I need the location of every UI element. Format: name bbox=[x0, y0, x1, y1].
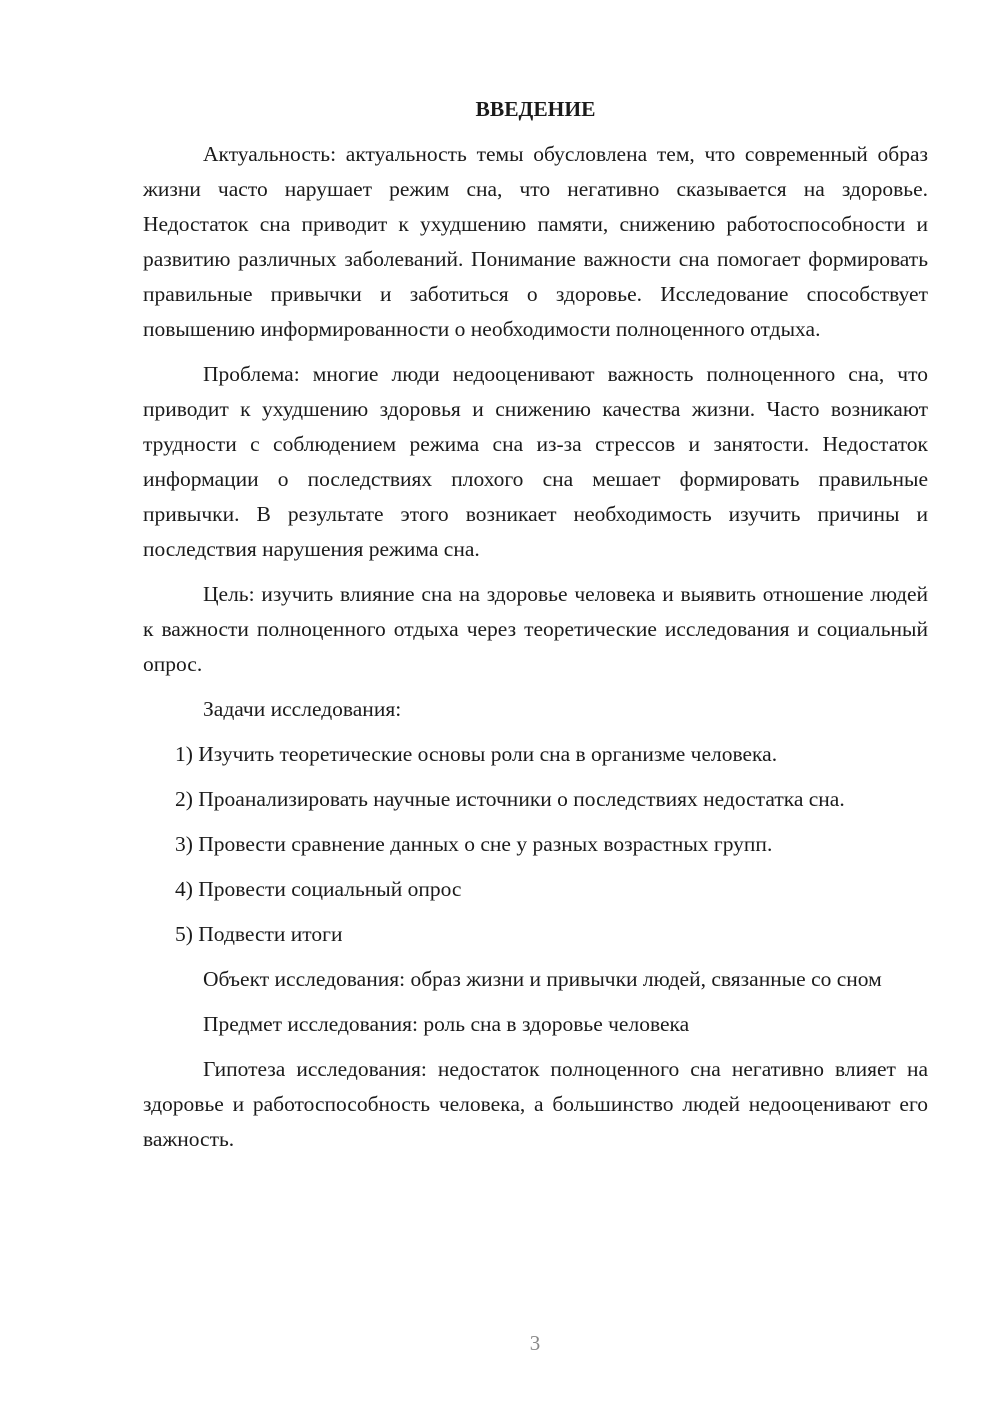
problem-paragraph: Проблема: многие люди недооценивают важность полноценного сна, что приводит к ухудшению здоровья и снижению качества жизни. Часто возникают трудности с соблюдением режима сна из-за стрессов и занятости. Недостаток информации о последствиях плохого сна мешает формировать правильные привычки. В результате этого возникает необходимость изучить причины и последствия нарушения режима сна. bbox=[143, 362, 928, 561]
subject-paragraph: Предмет исследования: роль сна в здоровье человека bbox=[203, 1012, 690, 1036]
page-title: ВВЕДЕНИЕ bbox=[475, 97, 596, 121]
page-number: 3 bbox=[529, 1331, 541, 1355]
hypothesis-paragraph: Гипотеза исследования: недостаток полноценного сна негативно влияет на здоровье и работоспособность человека, а большинство людей недооценивают его важность. bbox=[143, 1057, 928, 1151]
task-item-4: 4) Провести социальный опрос bbox=[175, 877, 462, 901]
relevance-paragraph: Актуальность: актуальность темы обусловлена тем, что современный образ жизни часто нарушает режим сна, что негативно сказывается на здоровье. Недостаток сна приводит к ухудшению памяти, снижению работоспособности и развитию различных заболеваний. Понимание важности сна помогает формировать правильные привычки и заботиться о здоровье. Исследование способствует повышению информированности о необходимости полноценного отдыха. bbox=[143, 142, 928, 341]
tasks-heading: Задачи исследования: bbox=[203, 697, 402, 721]
page-content bbox=[143, 92, 928, 1167]
task-item-2: 2) Проанализировать научные источники о последствиях недостатка сна. bbox=[175, 787, 845, 811]
goal-paragraph: Цель: изучить влияние сна на здоровье человека и выявить отношение людей к важности полноценного отдыха через теоретические исследования и социальный опрос. bbox=[143, 582, 928, 676]
task-item-1: 1) Изучить теоретические основы роли сна в организме человека. bbox=[175, 742, 778, 766]
object-paragraph: Объект исследования: образ жизни и привычки людей, связанные со сном bbox=[203, 967, 882, 991]
task-item-5: 5) Подвести итоги bbox=[175, 922, 343, 946]
task-item-3: 3) Провести сравнение данных о сне у разных возрастных групп. bbox=[175, 832, 773, 856]
